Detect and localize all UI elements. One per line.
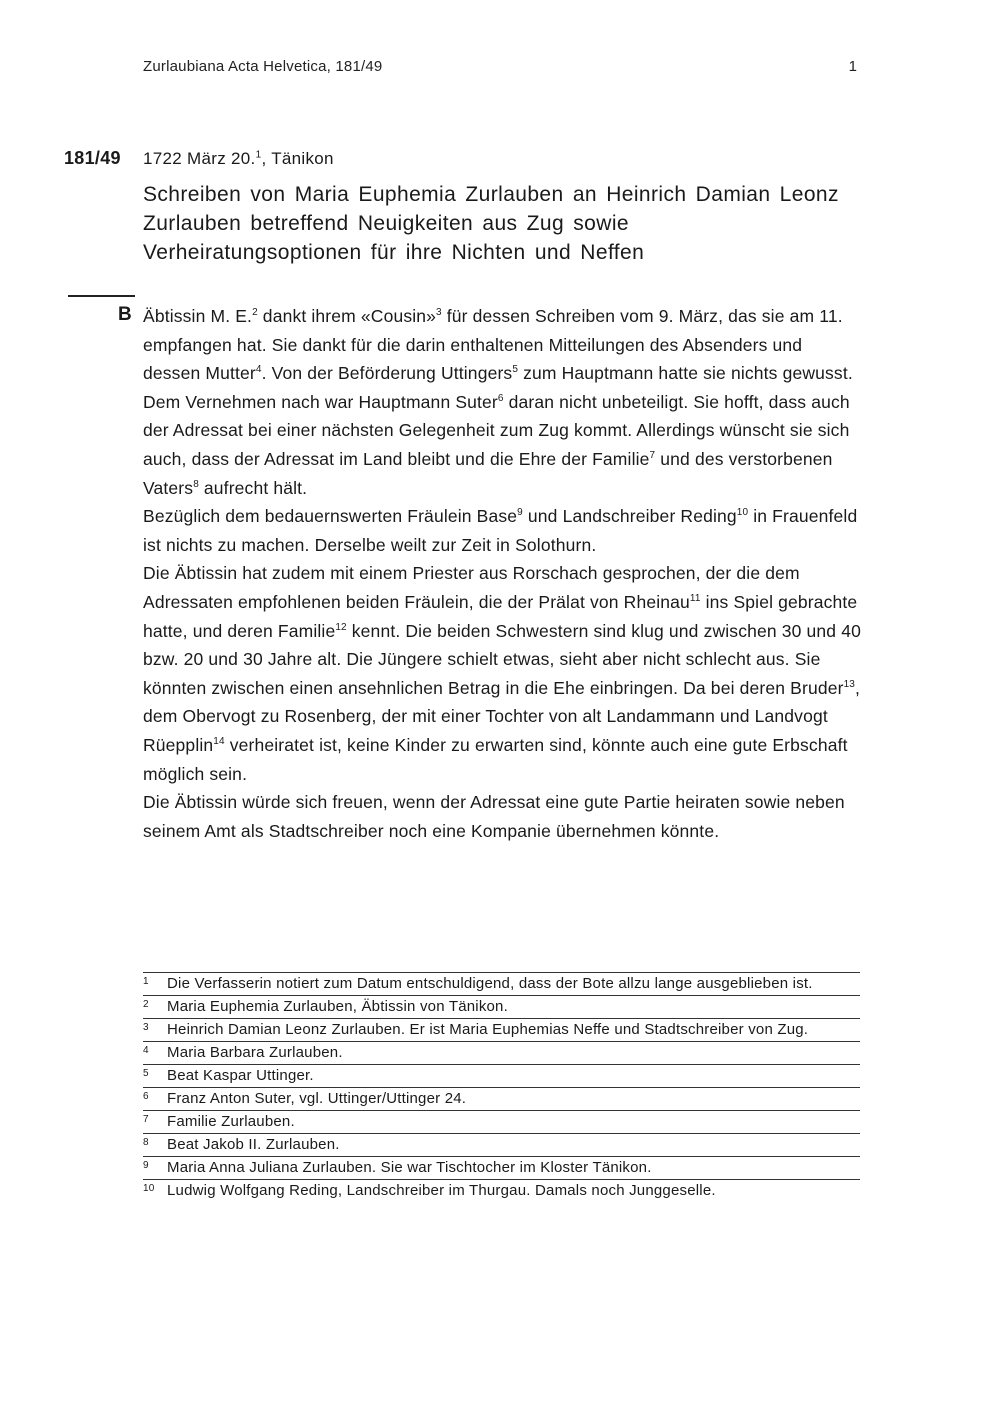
footnote-ref[interactable]: 7	[649, 450, 656, 462]
footnote-number: 4	[143, 1045, 149, 1056]
body-text-run: Äbtissin M. E.	[143, 306, 253, 326]
body-text-run: ins Spiel gebrachte hatte, und deren Familie	[143, 591, 858, 641]
footnote-ref[interactable]: 11	[689, 593, 701, 605]
footnote-ref[interactable]: 3	[436, 307, 442, 319]
document-number: 181/49	[64, 148, 121, 168]
footnote-number: 8	[143, 1137, 149, 1148]
body-text-run: aufrecht hält.	[198, 477, 308, 498]
footnote-item	[143, 1018, 860, 1041]
body-text-run: und Landschreiber Reding	[522, 506, 737, 527]
document-title: Schreiben von Maria Euphemia Zurlauben an Heinrich Damian Leonz Zurlauben betreffend Neuigkeiten aus Zug sowie Verheiratungsoptionen für ihre Nichten und Neffen	[143, 183, 839, 264]
footnote-number: 2	[143, 999, 149, 1010]
body-text-run: . Von der Beförderung Uttingers	[261, 363, 513, 384]
document-date-line	[143, 149, 334, 169]
footnote-ref[interactable]: 1	[255, 149, 262, 161]
footnote-item	[143, 1133, 860, 1156]
body-text-run: kennt. Die beiden Schwestern sind klug und zwischen 30 und 40 bzw. 20 und 30 Jahre alt. Die Jüngere schielt etwas, sieht aber nicht schlecht aus. Sie könnten zwischen einen ansehnlichen Betrag in die Ehe einbringen. Da bei deren Bruder	[143, 620, 861, 698]
body-text-run: dankt ihrem «Cousin»	[257, 306, 437, 326]
running-header	[143, 58, 857, 80]
section-letter: B	[118, 304, 132, 325]
footnote-item	[143, 1179, 860, 1202]
body-paragraph	[143, 788, 861, 845]
footnote-text: Maria Barbara Zurlauben.	[167, 1044, 343, 1061]
body-text-run: verheiratet ist, keine Kinder zu erwarten sind, könnte auch eine gute Erbschaft möglich sein.	[143, 734, 848, 784]
body-paragraph	[143, 302, 861, 502]
body-paragraph	[143, 559, 861, 788]
footnote-item	[143, 972, 860, 995]
footnote-ref[interactable]: 8	[193, 478, 199, 490]
footnote-ref[interactable]: 9	[517, 507, 523, 519]
body-text-run: , dem Obervogt zu Rosenberg, der mit einer Tochter von alt Landammann und Landvogt Rüepplin	[143, 677, 861, 755]
footnote-ref[interactable]: 12	[335, 621, 347, 633]
footnote-text: Die Verfasserin notiert zum Datum entschuldigend, dass der Bote allzu lange ausgeblieben ist.	[167, 975, 813, 992]
footnote-item	[143, 1064, 860, 1087]
footnote-number: 9	[143, 1160, 149, 1171]
body-text-run: daran nicht unbeteiligt. Sie hofft, dass auch der Adressat bei einer nächsten Gelegenheit zum Zug kommt. Allerdings wünscht sie sich auch, dass der Adressat im Land bleibt und die Ehre der Familie	[143, 391, 850, 469]
footnote-item	[143, 995, 860, 1018]
footnote-item	[143, 1041, 860, 1064]
footnote-item	[143, 1156, 860, 1179]
body-text-run: zum Hauptmann hatte sie nichts gewusst. Dem Vernehmen nach war Hauptmann Suter	[143, 363, 853, 412]
document-date: 1722 März 20.	[143, 149, 256, 168]
footnote-text: Beat Jakob II. Zurlauben.	[167, 1136, 340, 1153]
footnotes	[143, 972, 860, 1202]
footnote-ref[interactable]: 10	[736, 507, 749, 519]
footnote-number: 7	[143, 1114, 149, 1125]
body-text-run: Bezüglich dem bedauernswerten Fräulein Base	[143, 506, 518, 527]
header-title: Zurlaubiana Acta Helvetica, 181/49	[143, 58, 383, 75]
footnote-text: Ludwig Wolfgang Reding, Landschreiber im Thurgau. Damals noch Junggeselle.	[167, 1182, 716, 1199]
footnote-item	[143, 1110, 860, 1133]
body-text-run: in Frauenfeld ist nichts zu machen. Derselbe weilt zur Zeit in Solothurn.	[143, 506, 858, 555]
document-place: , Tänikon	[261, 149, 334, 168]
footnote-number: 10	[143, 1183, 155, 1194]
footnote-number: 1	[143, 976, 149, 987]
body-text-run: für dessen Schreiben vom 9. März, das sie am 11. empfangen hat. Sie dankt für die darin enthaltenen Mitteilungen des Absenders und dessen Mutter	[143, 306, 843, 384]
footnote-ref[interactable]: 5	[512, 364, 519, 376]
summary-body	[143, 302, 861, 845]
body-text-run: Die Äbtissin hat zudem mit einem Priester aus Rorschach gesprochen, der die dem Adressaten empfohlenen beiden Fräulein, die der Prälat von Rheinau	[143, 563, 800, 612]
body-text-run: und des verstorbenen Vaters	[143, 448, 833, 498]
page-number: 1	[848, 58, 857, 75]
body-paragraph	[143, 502, 861, 559]
footnote-ref[interactable]: 4	[255, 364, 262, 376]
footnote-text: Franz Anton Suter, vgl. Uttinger/Uttinger 24.	[167, 1090, 467, 1107]
footnote-text: Maria Anna Juliana Zurlauben. Sie war Tischtocher im Kloster Tänikon.	[167, 1159, 652, 1176]
footnote-text: Maria Euphemia Zurlauben, Äbtissin von Tänikon.	[167, 998, 508, 1015]
footnote-ref[interactable]: 14	[213, 736, 225, 748]
footnote-text: Heinrich Damian Leonz Zurlauben. Er ist Maria Euphemias Neffe und Stadtschreiber von Zug.	[167, 1021, 809, 1038]
footnote-ref[interactable]: 13	[843, 678, 856, 690]
footnote-number: 5	[143, 1068, 149, 1079]
footnote-number: 3	[143, 1022, 149, 1033]
footnote-number: 6	[143, 1091, 149, 1102]
footnote-ref[interactable]: 6	[497, 392, 504, 404]
footnote-text: Beat Kaspar Uttinger.	[167, 1067, 314, 1084]
section-divider	[68, 295, 135, 297]
footnote-item	[143, 1087, 860, 1110]
footnote-ref[interactable]: 2	[252, 307, 258, 319]
footnote-text: Familie Zurlauben.	[167, 1113, 295, 1130]
body-text-run: Die Äbtissin würde sich freuen, wenn der Adressat eine gute Partie heiraten sowie neben seinem Amt als Stadtschreiber noch eine Kompanie übernehmen könnte.	[143, 792, 845, 841]
